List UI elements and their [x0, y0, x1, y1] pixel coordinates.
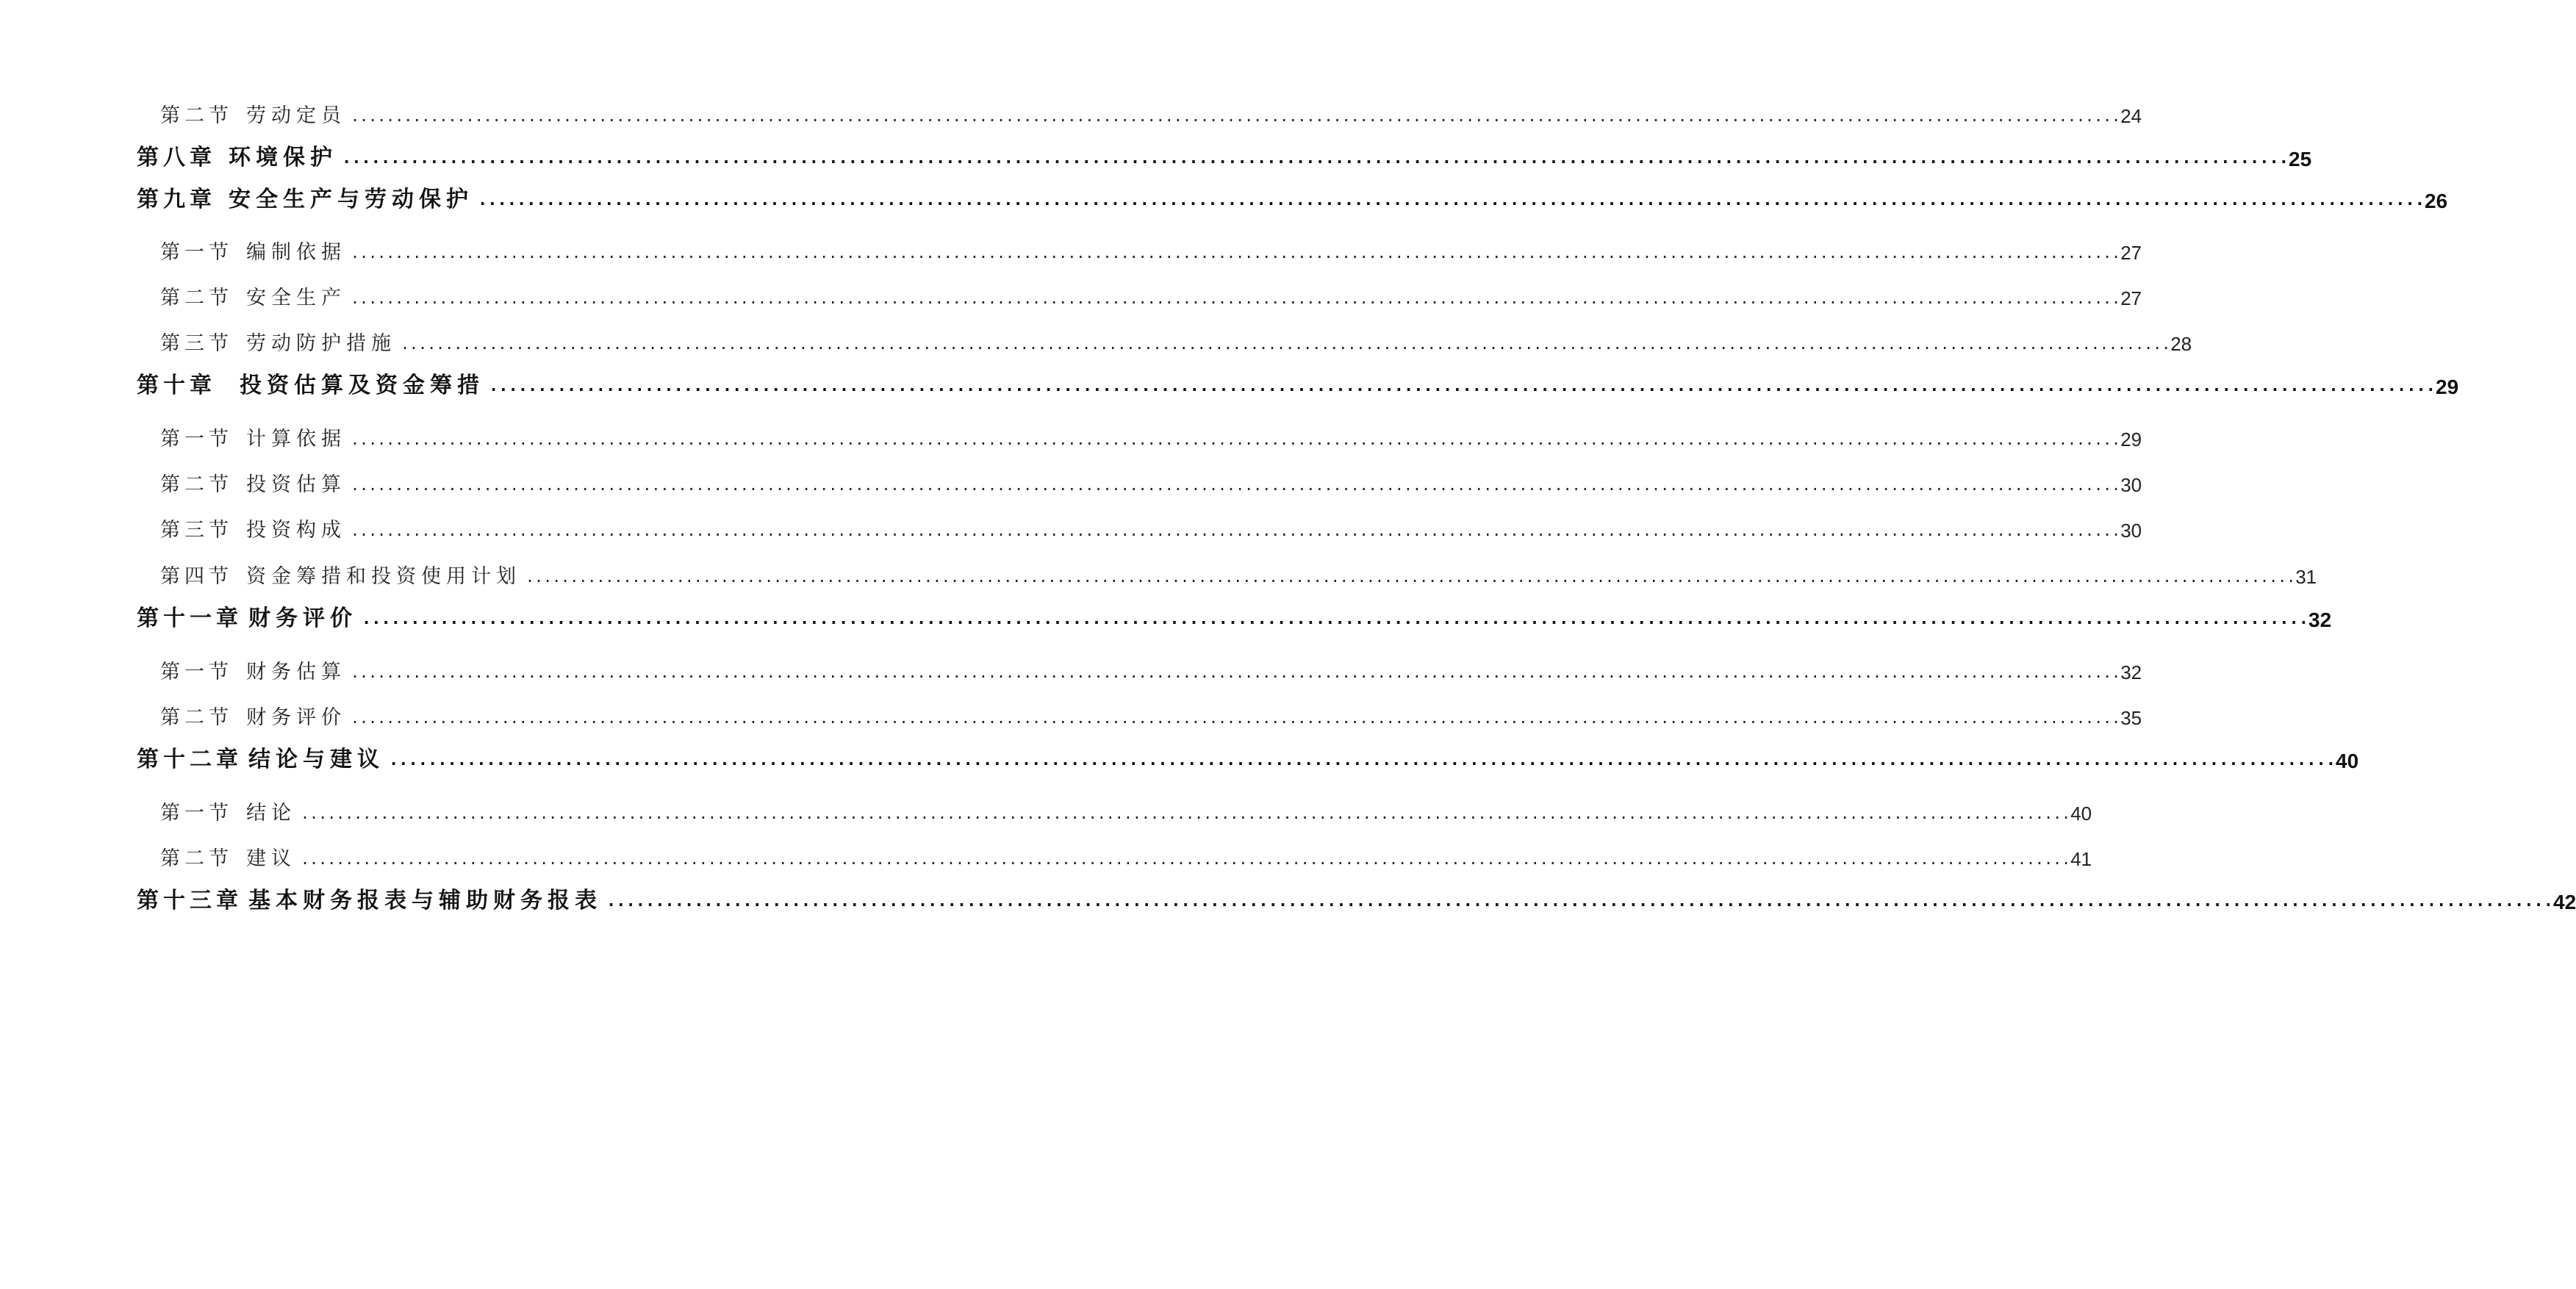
toc-dot-leader: ........................................................................................................................................................................................................	[351, 290, 2121, 307]
toc-chapter-number: 第九章	[137, 187, 216, 212]
toc-section-title: 建议	[246, 847, 296, 870]
toc-page-number: 32	[2308, 608, 2332, 631]
toc-entry-chapter[interactable]	[137, 603, 2332, 632]
toc-entry-section[interactable]	[160, 843, 2092, 871]
toc-dot-leader: ........................................................................................................................................................................................................	[525, 568, 2296, 586]
toc-dot-leader: ........................................................................................................................................................................................................	[351, 107, 2121, 125]
toc-section-title: 编制依据	[246, 241, 346, 264]
toc-page-number: 32	[2120, 661, 2142, 683]
toc-page-number: 40	[2336, 750, 2359, 772]
toc-section-title: 投资估算	[246, 473, 346, 496]
toc-section-title: 财务评价	[246, 706, 346, 729]
toc-section-number: 第二节	[160, 104, 233, 127]
toc-entry-chapter[interactable]	[137, 744, 2359, 773]
toc-chapter-number: 第十章	[137, 373, 216, 398]
toc-entry-section[interactable]	[160, 469, 2142, 497]
toc-dot-leader: ........................................................................................................................................................................................................	[301, 805, 2071, 822]
toc-section-number: 第一节	[160, 661, 233, 683]
toc-chapter-number: 第十二章	[137, 747, 243, 772]
toc-entry-section[interactable]	[160, 514, 2142, 542]
toc-section-title: 劳动防护措施	[246, 332, 396, 355]
toc-page-number: 31	[2295, 566, 2317, 588]
toc-dot-leader: ........................................................................................................................................................................................................	[351, 664, 2121, 681]
toc-dot-leader: ........................................................................................................................................................................................................	[301, 850, 2071, 868]
toc-chapter-title: 安全生产与劳动保护	[229, 187, 473, 212]
toc-entry-section[interactable]	[160, 328, 2192, 356]
toc-dot-leader: ........................................................................................................................................................................................................	[351, 709, 2121, 727]
toc-dot-leader: ........................................................................................................................................................................................................	[401, 335, 2171, 353]
toc-chapter-title: 财务评价	[248, 606, 357, 631]
toc-section-title: 结论	[246, 802, 296, 825]
toc-dot-leader: ........................................................................................................................................................................................................	[389, 751, 2336, 769]
toc-chapter-number: 第十一章	[137, 606, 243, 631]
toc-section-number: 第二节	[160, 473, 233, 496]
toc-chapter-title: 结论与建议	[248, 747, 384, 772]
toc-section-number: 第三节	[160, 332, 233, 355]
toc-page-number: 28	[2170, 333, 2192, 355]
toc-section-title: 安全生产	[246, 287, 346, 309]
toc-entry-chapter[interactable]	[137, 142, 2312, 171]
toc-dot-leader: ........................................................................................................................................................................................................	[342, 149, 2289, 168]
toc-entry-section[interactable]	[160, 237, 2142, 265]
toc-dot-leader: ........................................................................................................................................................................................................	[489, 377, 2436, 395]
toc-page-number: 41	[2070, 848, 2092, 870]
toc-page-number: 29	[2436, 376, 2459, 398]
toc-entry-section[interactable]	[160, 282, 2142, 310]
toc-section-number: 第一节	[160, 802, 233, 825]
toc-chapter-number: 第八章	[137, 145, 216, 170]
toc-section-title: 投资构成	[246, 519, 346, 542]
toc-entry-section[interactable]	[160, 656, 2142, 684]
toc-entry-chapter[interactable]	[137, 885, 2576, 914]
toc-chapter-title: 基本财务报表与辅助财务报表	[248, 888, 602, 913]
toc-section-number: 第一节	[160, 241, 233, 264]
toc-section-number: 第四节	[160, 565, 233, 588]
toc-entry-section[interactable]	[160, 797, 2092, 825]
toc-entry-chapter[interactable]	[137, 184, 2448, 213]
toc-dot-leader: ........................................................................................................................................................................................................	[362, 610, 2309, 628]
toc-chapter-title: 投资估算及资金筹措	[240, 373, 484, 398]
toc-dot-leader: ........................................................................................................................................................................................................	[351, 522, 2121, 539]
toc-dot-leader: ........................................................................................................................................................................................................	[351, 431, 2121, 448]
toc-page-number: 26	[2425, 190, 2448, 212]
toc-dot-leader: ........................................................................................................................................................................................................	[351, 244, 2121, 262]
toc-page-number: 35	[2120, 707, 2142, 729]
toc-page-number: 30	[2120, 520, 2142, 542]
toc-section-title: 资金筹措和投资使用计划	[246, 565, 521, 588]
toc-page-number: 24	[2120, 105, 2142, 127]
toc-entry-section[interactable]	[160, 423, 2142, 451]
toc-page-number: 29	[2120, 428, 2142, 450]
toc-entry-section[interactable]	[160, 702, 2142, 730]
toc-section-title: 劳动定员	[246, 104, 346, 127]
toc-entry-chapter[interactable]	[137, 370, 2459, 399]
toc-section-number: 第二节	[160, 287, 233, 309]
toc-section-title: 财务估算	[246, 661, 346, 683]
toc-section-title: 计算依据	[246, 428, 346, 450]
toc-chapter-number: 第十三章	[137, 888, 243, 913]
toc-page-number: 42	[2553, 891, 2576, 913]
toc-chapter-title: 环境保护	[229, 145, 337, 170]
toc-dot-leader: ........................................................................................................................................................................................................	[351, 476, 2121, 494]
toc-page-number: 25	[2289, 148, 2312, 170]
toc-page-number: 40	[2070, 803, 2092, 825]
toc-page-number: 30	[2120, 474, 2142, 496]
toc-section-number: 第二节	[160, 847, 233, 870]
toc-dot-leader: ........................................................................................................................................................................................................	[478, 191, 2425, 209]
toc-section-number: 第一节	[160, 428, 233, 450]
toc-dot-leader: ........................................................................................................................................................................................................	[606, 892, 2554, 911]
toc-section-number: 第二节	[160, 706, 233, 729]
toc-page-number: 27	[2120, 287, 2142, 309]
toc-entry-section[interactable]	[160, 100, 2142, 128]
toc-entry-section[interactable]	[160, 561, 2317, 589]
toc-section-number: 第三节	[160, 519, 233, 542]
toc-page-number: 27	[2120, 242, 2142, 264]
